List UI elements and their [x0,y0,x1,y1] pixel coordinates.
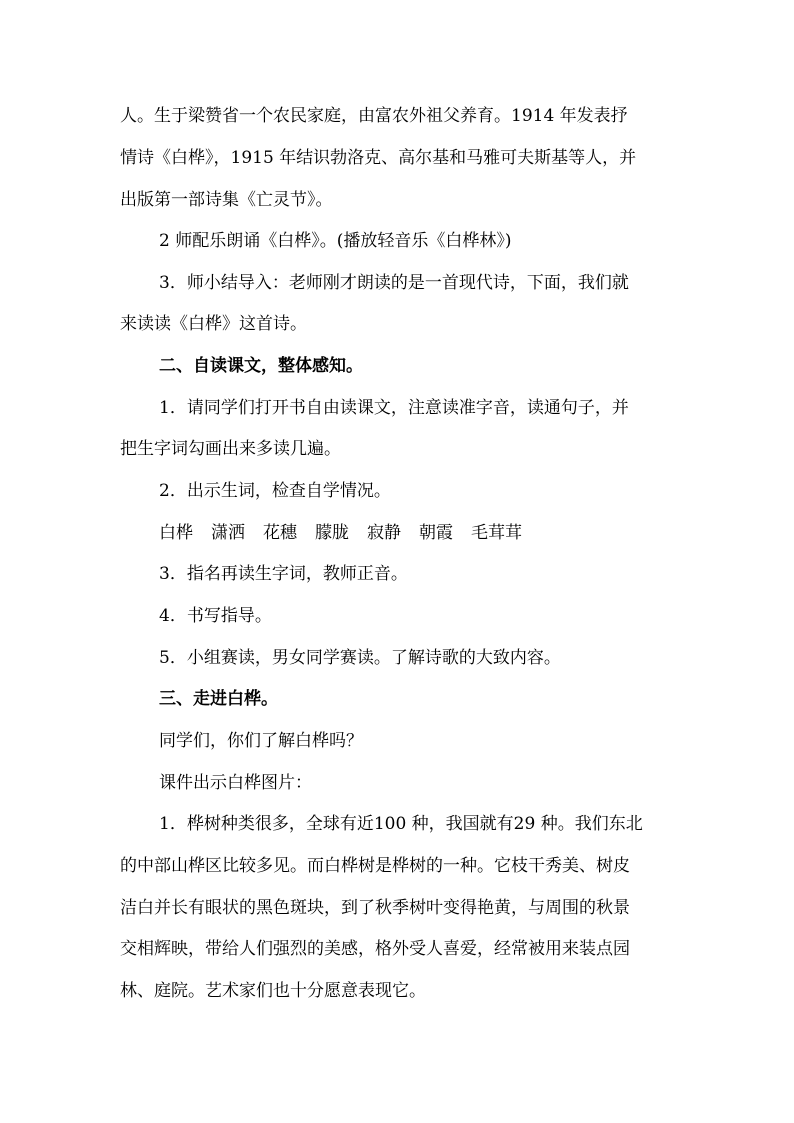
instruction-1-text: 1．请同学们打开书自由读课文，注意读准字音，读通句子，并 [159,398,629,418]
text-line: 把生字词勾画出来多读几遍。 [120,439,341,459]
step-3-text: 3．师小结导入：老师刚才朗读的是一首现代诗，下面，我们就 [159,273,629,293]
vocab-word: 朦胧 [315,523,349,543]
question-text: 同学们，你们了解白桦吗？ [159,731,363,751]
section-heading-2: 二、自读课文，整体感知。 [159,356,363,376]
text-line: 人。生于梁赞省一个农民家庭，由富农外祖父养育。1914 年发表抒 [120,106,628,126]
vocab-word: 潇洒 [211,523,245,543]
text-line: 林、庭院。艺术家们也十分愿意表现它。 [120,981,426,1001]
instruction-4-text: 4．书写指导。 [159,606,272,626]
vocab-word: 毛茸茸 [471,523,522,543]
instruction-2-text: 2．出示生词，检查自学情况。 [159,481,391,501]
section-heading-3: 三、走进白桦。 [159,689,278,709]
text-line: 出版第一部诗集《亡灵节》。 [120,190,333,210]
vocab-word: 花穗 [263,523,297,543]
vocab-word: 寂静 [367,523,401,543]
step-2-text: 2 师配乐朗诵《白桦》。(播放轻音乐《白桦林》) [159,231,512,251]
courseware-text: 课件出示白桦图片： [159,773,312,793]
birch-info-text: 1．桦树种类很多，全球有近100 种，我国就有29 种。我们东北 [159,814,643,834]
text-line: 洁白并长有眼状的黑色斑块，到了秋季树叶变得艳黄，与周围的秋景 [120,898,630,918]
text-line: 的中部山桦区比较多见。而白桦树是桦树的一种。它枝干秀美、树皮 [120,856,630,876]
vocab-word: 白桦 [159,523,193,543]
text-line: 来读读《白桦》这首诗。 [120,314,307,334]
text-line: 交相辉映，带给人们强烈的美感，格外受人喜爱，经常被用来装点园 [120,939,630,959]
instruction-5-text: 5．小组赛读，男女同学赛读。了解诗歌的大致内容。 [159,648,561,668]
text-line: 情诗《白桦》，1915 年结识勃洛克、高尔基和马雅可夫斯基等人，并 [120,148,637,168]
vocab-word: 朝霞 [419,523,453,543]
vocabulary-list [159,513,719,555]
instruction-3-text: 3．指名再读生字词，教师正音。 [159,564,408,584]
